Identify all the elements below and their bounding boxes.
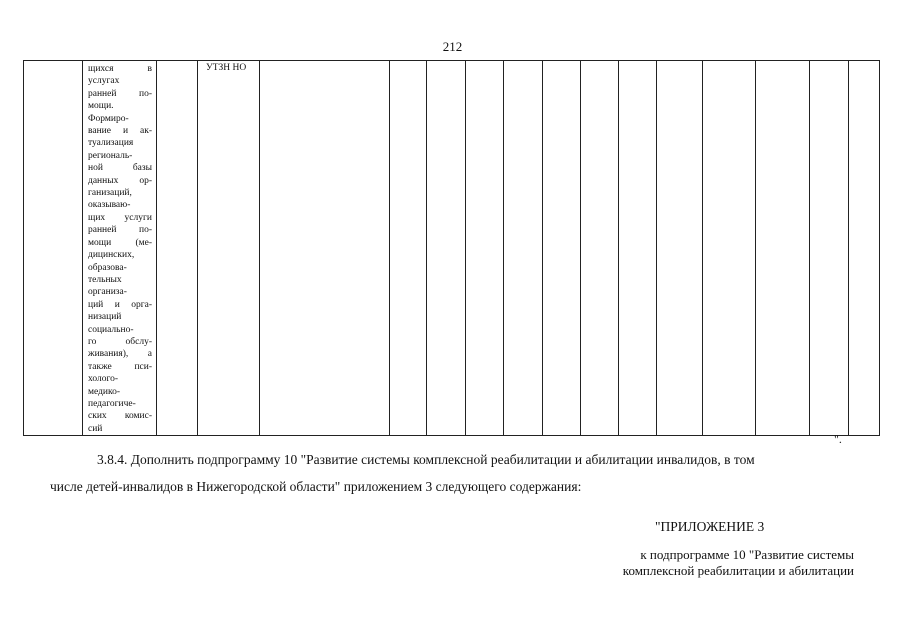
description-line: холого- [88, 374, 119, 385]
description-line: ранней по- [88, 88, 152, 99]
table-cell-empty [657, 61, 703, 436]
description-line: сий [88, 423, 103, 434]
description-line: низаций [88, 312, 122, 323]
paragraph-line-1: 3.8.4. Дополнить подпрограмму 10 "Развитие системы комплексной реабилитации и абилитации инвалидов, в том [97, 452, 755, 467]
table-cell-empty [427, 61, 466, 436]
table-cell-empty [849, 61, 880, 436]
table-cell-empty [756, 61, 810, 436]
description-line: организа- [88, 287, 127, 298]
description-line: мощи (ме- [88, 237, 152, 248]
description-line: мощи. [88, 101, 114, 112]
table-cell-empty [504, 61, 543, 436]
table-cell-empty [157, 61, 198, 436]
description-line: го обслу- [88, 336, 152, 347]
description-line: щих услуги [88, 212, 152, 223]
table-cell-description [83, 61, 157, 436]
table-cell-empty [390, 61, 427, 436]
responsible-org: УТЗН НО [206, 63, 247, 73]
description-line: медико- [88, 386, 121, 397]
closing-quote: ". [834, 432, 842, 446]
description-line: образова- [88, 262, 127, 273]
table-cell-empty [810, 61, 849, 436]
description-line: ганизаций, [88, 188, 132, 199]
description-line: Формиро- [88, 113, 129, 124]
description-line: тельных [88, 274, 122, 285]
description-line: ций и орга- [88, 299, 152, 310]
description-line: оказываю- [88, 200, 131, 211]
description-line: услугах [88, 76, 120, 87]
table-cell-empty [260, 61, 390, 436]
description-text [83, 61, 156, 435]
table-cell-empty [703, 61, 756, 436]
table-cell-empty [543, 61, 581, 436]
description-line: ских комис- [88, 411, 152, 422]
appendix-subtitle [554, 547, 854, 579]
paragraph-line-2: числе детей-инвалидов в Нижегородской области" приложением 3 следующего содержания: [50, 479, 582, 494]
table-row [24, 61, 880, 436]
appendix-title: "ПРИЛОЖЕНИЕ 3 [655, 519, 765, 534]
description-line: живания), а [88, 349, 152, 360]
description-line: региональ- [88, 150, 133, 161]
table-cell-empty [581, 61, 619, 436]
table-cell-empty [619, 61, 657, 436]
page-number: 212 [442, 39, 463, 54]
description-line: ранней по- [88, 225, 152, 236]
description-line: вание и ак- [88, 126, 152, 137]
description-line: ной базы [88, 163, 152, 174]
description-line: педагогиче- [88, 398, 136, 409]
appendix-subtitle-line-1: к подпрограмме 10 "Развитие системы [640, 547, 854, 562]
description-line: данных ор- [88, 175, 152, 186]
description-line: щихся в [88, 64, 152, 74]
table-cell-number [24, 61, 83, 436]
table-cell-responsible [198, 61, 260, 436]
table-cell-empty [466, 61, 504, 436]
description-line: также пси- [88, 361, 152, 372]
description-line: туализация [88, 138, 134, 149]
description-line: дицинских, [88, 250, 135, 261]
appendix-subtitle-line-2: комплексной реабилитации и абилитации [622, 563, 854, 578]
program-table [23, 60, 880, 436]
description-line: социально- [88, 324, 134, 335]
